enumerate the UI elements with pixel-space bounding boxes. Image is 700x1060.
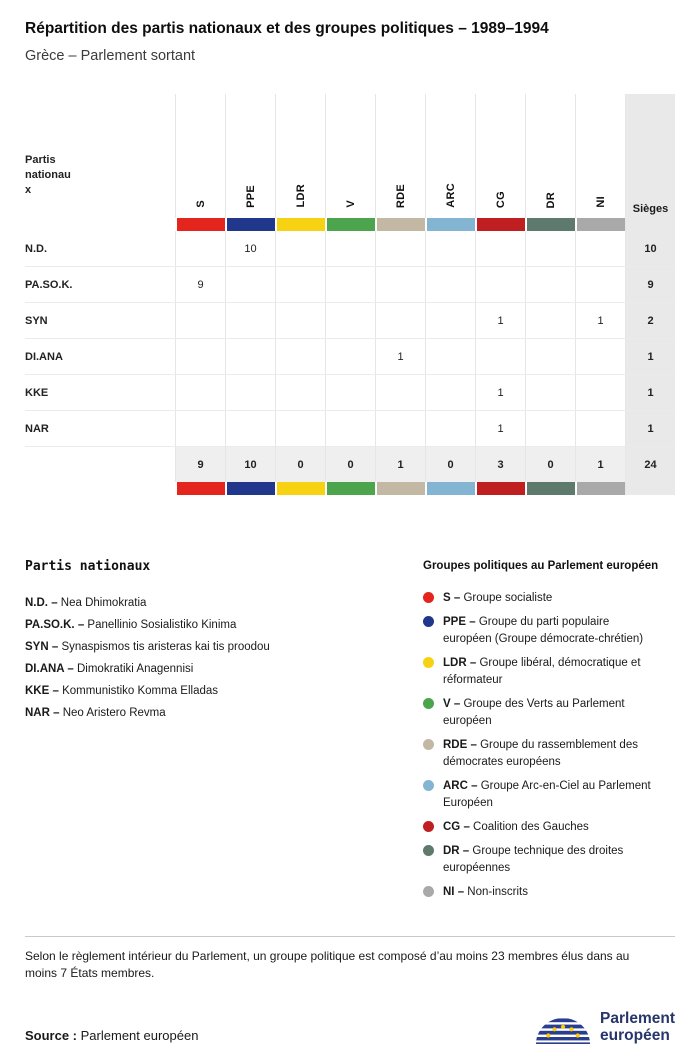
seat-cell <box>175 303 225 338</box>
party-name: PA.SO.K. <box>25 278 73 291</box>
seat-cell <box>575 339 625 374</box>
legend-item <box>423 614 675 648</box>
seat-cell <box>225 339 275 374</box>
group-full-name: Groupe socialiste <box>463 592 553 604</box>
seat-cell <box>275 231 325 266</box>
seat-cell <box>375 303 425 338</box>
group-label <box>443 696 655 730</box>
group-color-dot <box>423 845 434 856</box>
group-full-name: Non-inscrits <box>467 886 529 898</box>
party-name: NAR <box>25 422 49 435</box>
seat-cell <box>525 375 575 410</box>
group-color-dot <box>423 739 434 750</box>
group-color-dot <box>423 780 434 791</box>
column-header-label: DR <box>544 191 557 208</box>
total-cell: 0 <box>275 447 325 482</box>
color-bar-v <box>325 482 375 495</box>
national-parties-legend <box>25 559 423 908</box>
seat-cell <box>425 411 475 446</box>
seat-cell <box>275 303 325 338</box>
column-header-dr <box>525 94 575 218</box>
group-label <box>443 737 655 771</box>
color-bar-arc <box>425 218 475 231</box>
legend-item <box>423 737 675 771</box>
color-bar-ppe <box>225 218 275 231</box>
group-label <box>443 655 655 689</box>
seat-cell <box>175 231 225 266</box>
source-label: Source : <box>25 1028 78 1043</box>
group-abbr: NI – <box>443 886 465 898</box>
seat-cell <box>425 303 475 338</box>
group-abbr: DR – <box>443 845 470 857</box>
group-full-name: Groupe libéral, démocratique et réformateur <box>443 657 641 686</box>
seat-cell <box>275 375 325 410</box>
group-full-name: Groupe du rassemblement des démocrates européens <box>443 739 638 768</box>
table-header-row <box>25 94 675 218</box>
group-label <box>443 590 552 607</box>
party-abbr: N.D. – <box>25 597 58 609</box>
seat-cell <box>225 267 275 302</box>
seat-cell <box>425 231 475 266</box>
sieges-cell: 1 <box>625 375 675 410</box>
seat-cell <box>175 375 225 410</box>
sieges-column-header: Sièges <box>625 94 675 218</box>
legend-item <box>423 696 675 730</box>
seat-cell <box>225 411 275 446</box>
party-abbr: PA.SO.K. – <box>25 619 85 631</box>
seat-cell <box>325 375 375 410</box>
seat-cell <box>475 339 525 374</box>
column-header-label: V <box>344 200 357 208</box>
column-header-s <box>175 94 225 218</box>
party-full-name: Panellinio Sosialistiko Kinima <box>87 619 237 631</box>
group-color-dot <box>423 657 434 668</box>
color-bar-ldr <box>275 218 325 231</box>
seat-cell <box>225 375 275 410</box>
logo-line: européen <box>600 1026 670 1044</box>
color-bar-ldr <box>275 482 325 495</box>
european-parliament-logo <box>535 1004 675 1049</box>
color-bar-row-bottom <box>25 482 675 495</box>
sieges-cell: 10 <box>625 231 675 266</box>
column-header-ppe <box>225 94 275 218</box>
column-header-ldr <box>275 94 325 218</box>
group-abbr: RDE – <box>443 739 477 751</box>
seat-cell <box>325 339 375 374</box>
party-abbr: NAR – <box>25 707 60 719</box>
footer-bottom-row <box>25 1004 675 1049</box>
legend-item <box>25 592 423 614</box>
party-abbr: DI.ANA – <box>25 663 74 675</box>
column-header-arc <box>425 94 475 218</box>
seat-cell: 10 <box>225 231 275 266</box>
total-cell: 1 <box>375 447 425 482</box>
party-full-name: Nea Dhimokratia <box>60 597 147 609</box>
seat-cell <box>325 303 375 338</box>
group-color-dot <box>423 821 434 832</box>
table-row <box>25 303 675 339</box>
group-label <box>443 819 589 836</box>
sieges-cell: 1 <box>625 411 675 446</box>
column-header-label: ARC <box>444 183 457 208</box>
source-value: Parlement européen <box>80 1028 199 1043</box>
seat-cell <box>475 231 525 266</box>
column-header-label: S <box>194 200 207 208</box>
seats-table <box>25 94 675 495</box>
sieges-cell: 2 <box>625 303 675 338</box>
legend-item <box>423 778 675 812</box>
color-bar-ni <box>575 482 625 495</box>
legend-item <box>25 636 423 658</box>
footer <box>25 936 675 1049</box>
seat-cell <box>275 411 325 446</box>
column-header-ni <box>575 94 625 218</box>
party-abbr: SYN – <box>25 641 59 653</box>
legend-item <box>423 884 675 901</box>
group-label <box>443 843 655 877</box>
seat-cell <box>525 267 575 302</box>
national-parties-legend-title: Partis nationaux <box>25 559 151 574</box>
group-abbr: ARC – <box>443 780 478 792</box>
legend-item <box>25 614 423 636</box>
seat-cell <box>525 411 575 446</box>
column-header-v <box>325 94 375 218</box>
seat-cell <box>575 231 625 266</box>
seat-cell <box>525 339 575 374</box>
group-full-name: Groupe technique des droites européennes <box>443 845 624 874</box>
legend-item <box>423 843 675 877</box>
political-groups-legend-title: Groupes politiques au Parlement européen <box>423 560 659 572</box>
group-label <box>443 614 655 648</box>
color-bar-dr <box>525 218 575 231</box>
seat-cell: 1 <box>475 303 525 338</box>
total-cell: 0 <box>425 447 475 482</box>
column-header-label: NI <box>594 196 607 208</box>
group-abbr: CG – <box>443 821 470 833</box>
table-row <box>25 231 675 267</box>
seat-cell <box>325 267 375 302</box>
color-bar-dr <box>525 482 575 495</box>
spacer <box>25 218 175 231</box>
spacer <box>25 447 175 482</box>
seat-cell <box>425 339 475 374</box>
seat-cell: 1 <box>375 339 425 374</box>
column-header-label: PPE <box>244 185 257 208</box>
totals-row <box>25 447 675 482</box>
sieges-column-spacer <box>625 482 675 495</box>
corner-label-line: nationau <box>25 169 71 181</box>
source-line <box>25 1028 198 1049</box>
sieges-total-cell: 24 <box>625 447 675 482</box>
column-header-label: LDR <box>294 184 307 208</box>
table-row <box>25 375 675 411</box>
color-bar-v <box>325 218 375 231</box>
legend-item <box>25 702 423 724</box>
political-groups-legend <box>423 559 675 908</box>
column-header-label: RDE <box>394 183 407 208</box>
seat-cell <box>325 411 375 446</box>
party-full-name: Synaspismos tis aristeras kai tis proodou <box>61 641 270 653</box>
logo-text <box>600 1010 675 1044</box>
page-subtitle: Grèce – Parlement sortant <box>25 48 196 64</box>
seat-cell <box>275 267 325 302</box>
corner-label-line: x <box>25 184 32 196</box>
group-label <box>443 884 528 901</box>
page-title: Répartition des partis nationaux et des groupes politiques – 1989–1994 <box>25 20 549 37</box>
group-full-name: Groupe des Verts au Parlement européen <box>443 698 625 727</box>
color-bar-s <box>175 218 225 231</box>
color-bar-rde <box>375 218 425 231</box>
table-row <box>25 339 675 375</box>
total-cell: 10 <box>225 447 275 482</box>
party-full-name: Dimokratiki Anagennisi <box>76 663 194 675</box>
group-abbr: S – <box>443 592 461 604</box>
group-color-dot <box>423 616 434 627</box>
legend-item <box>423 819 675 836</box>
sieges-cell: 9 <box>625 267 675 302</box>
color-bar-arc <box>425 482 475 495</box>
color-bar-cg <box>475 482 525 495</box>
color-bar-ni <box>575 218 625 231</box>
group-color-dot <box>423 592 434 603</box>
seat-cell: 1 <box>475 411 525 446</box>
party-name: SYN <box>25 314 48 327</box>
group-abbr: PPE – <box>443 616 476 628</box>
color-bar-row <box>25 218 675 231</box>
legend-item <box>423 590 675 607</box>
group-color-dot <box>423 698 434 709</box>
total-cell: 0 <box>525 447 575 482</box>
total-cell: 9 <box>175 447 225 482</box>
color-bar-rde <box>375 482 425 495</box>
seat-cell <box>525 303 575 338</box>
group-full-name: Groupe du parti populaire européen (Groupe démocrate-chrétien) <box>443 616 644 645</box>
legend-item <box>25 680 423 702</box>
seat-cell <box>375 411 425 446</box>
seat-cell: 9 <box>175 267 225 302</box>
logo-line: Parlement <box>600 1009 675 1027</box>
table-row <box>25 411 675 447</box>
total-cell: 0 <box>325 447 375 482</box>
seat-cell <box>375 267 425 302</box>
seat-cell <box>225 303 275 338</box>
total-cell: 1 <box>575 447 625 482</box>
seat-cell: 1 <box>475 375 525 410</box>
color-bar-cg <box>475 218 525 231</box>
total-cell: 3 <box>475 447 525 482</box>
seat-cell <box>425 375 475 410</box>
column-header-cg <box>475 94 525 218</box>
footnote: Selon le règlement intérieur du Parlement, un groupe politique est composé d’au moins 23 membres élus dans au moins 7 États membres. <box>25 949 630 980</box>
group-abbr: V – <box>443 698 461 710</box>
party-name: N.D. <box>25 242 47 255</box>
party-full-name: Neo Aristero Revma <box>62 707 166 719</box>
party-name: DI.ANA <box>25 350 63 363</box>
seat-cell <box>325 231 375 266</box>
seat-cell <box>575 411 625 446</box>
seat-cell <box>175 339 225 374</box>
seat-cell <box>275 339 325 374</box>
party-name: KKE <box>25 386 49 399</box>
legend-item <box>423 655 675 689</box>
color-bar-ppe <box>225 482 275 495</box>
group-full-name: Coalition des Gauches <box>473 821 589 833</box>
column-header-label: CG <box>494 190 507 208</box>
corner-label-line: Partis <box>25 154 56 166</box>
corner-label <box>25 94 175 218</box>
seat-cell <box>575 375 625 410</box>
group-label <box>443 778 655 812</box>
party-full-name: Kommunistiko Komma Elladas <box>62 685 219 697</box>
group-abbr: LDR – <box>443 657 477 669</box>
column-header-rde <box>375 94 425 218</box>
seat-cell <box>575 267 625 302</box>
color-bar-s <box>175 482 225 495</box>
party-abbr: KKE – <box>25 685 59 697</box>
seat-cell <box>375 375 425 410</box>
seat-cell <box>525 231 575 266</box>
seat-cell <box>375 231 425 266</box>
group-full-name: Groupe Arc-en-Ciel au Parlement Européen <box>443 780 651 809</box>
seat-cell <box>475 267 525 302</box>
legends <box>25 559 675 908</box>
seat-cell: 1 <box>575 303 625 338</box>
seat-cell <box>425 267 475 302</box>
legend-item <box>25 658 423 680</box>
group-color-dot <box>423 886 434 897</box>
hemicycle-flag-icon <box>535 1004 591 1049</box>
table-row <box>25 267 675 303</box>
spacer <box>25 482 175 495</box>
sieges-cell: 1 <box>625 339 675 374</box>
seat-cell <box>175 411 225 446</box>
sieges-column-spacer <box>625 218 675 231</box>
